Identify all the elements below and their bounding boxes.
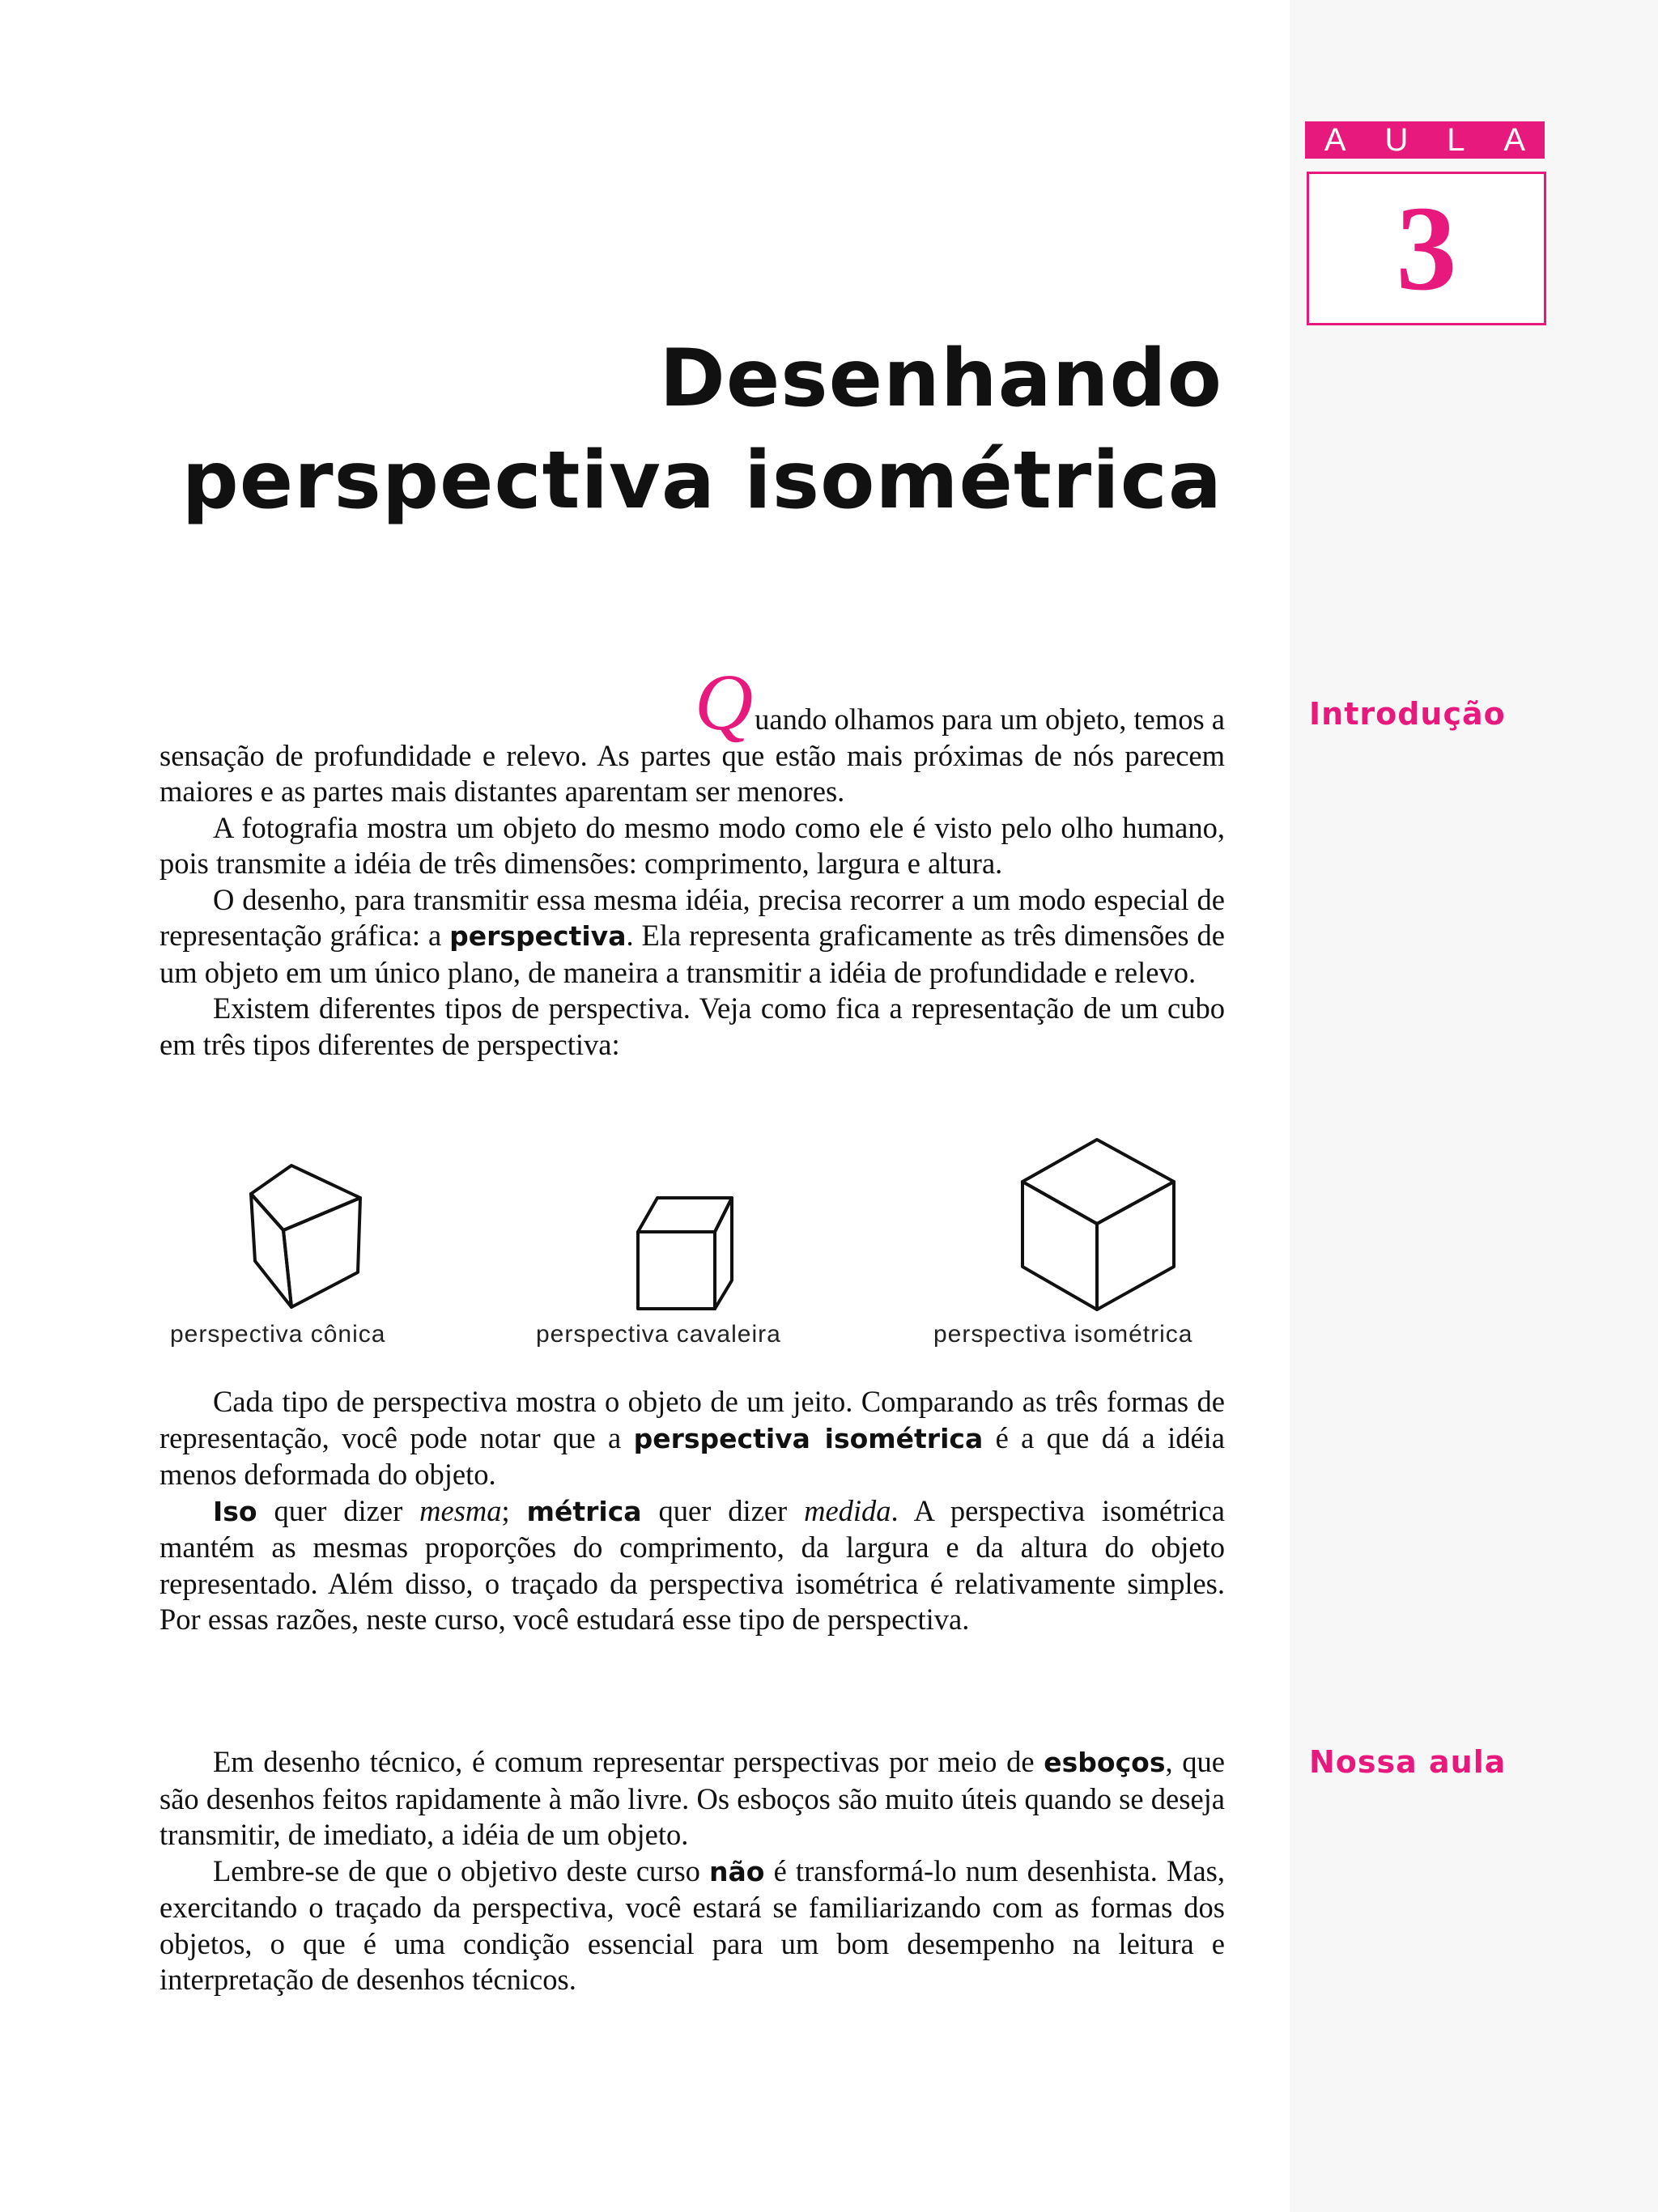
bold-term: métrica [526, 1495, 642, 1527]
drop-cap: Q [694, 657, 754, 747]
paragraph-text: Cada tipo de perspectiva mostra o objeto de um jeito. Comparando as três formas de representação, você pode notar que a [159, 1385, 1225, 1454]
aula-number-box [1307, 172, 1546, 325]
paragraph-text: Existem diferentes tipos de perspectiva. Veja como fica a representação de um cubo em três tipos diferentes de perspectiva: [159, 991, 1225, 1061]
paragraph-text: ; [501, 1493, 527, 1527]
title-line-1: Desenhando [659, 333, 1222, 425]
paragraph [159, 1384, 1225, 1493]
paragraph [159, 882, 1225, 991]
paragraph-text: O desenho, para transmitir essa mesma idéia, precisa recorrer a um modo especial de representação gráfica: a [159, 882, 1225, 952]
paragraph [159, 1744, 1225, 1853]
paragraph-text: Em desenho técnico, é comum representar perspectivas por meio de [213, 1745, 1044, 1778]
bold-term: perspectiva isométrica [633, 1422, 984, 1454]
paragraph [159, 738, 1225, 810]
paragraph-text: A fotografia mostra um objeto do mesmo modo como ele é visto pelo olho humano, pois transmite a idéia de três dimensões: comprimento, largura e altura. [159, 810, 1225, 880]
paragraph-text: , que são desenhos feitos rapidamente à mão livre. Os esboços são muito úteis quando se deseja transmitir, de imediato, a idéia de um objeto. [159, 1745, 1226, 1851]
bold-term: não [709, 1855, 765, 1887]
nossa-aula-text [159, 1744, 1225, 1998]
paragraph-text: uando olhamos para um objeto, temos a [755, 703, 1225, 736]
paragraph [159, 1493, 1225, 1638]
aula-header [1305, 121, 1545, 159]
paragraph-text: . A perspectiva isométrica mantém as mesmas proporções do comprimento, da largura e da altura do objeto representado. Além disso, o traçado da perspectiva isométrica é relativamente simples. Por essas razões, neste curso, você estudará esse tipo de perspectiva. [159, 1493, 1225, 1636]
section-heading-introducao: Introdução [1309, 696, 1506, 732]
caption-conica: perspectiva cônica [170, 1321, 386, 1348]
intro-text [159, 657, 1225, 1063]
paragraph-text: sensação de profundidade e relevo. As partes que estão mais próximas de nós parecem maiores e as partes mais distantes aparentam ser menores. [159, 738, 1225, 808]
sidebar-background [1290, 0, 1658, 2212]
cube-right-face [283, 1198, 360, 1307]
paragraph-text: Lembre-se de que o objetivo deste curso [213, 1853, 710, 1887]
cube-top-face [1022, 1140, 1174, 1224]
section-heading-nossa-aula: Nossa aula [1309, 1744, 1507, 1780]
paragraph-text: quer dizer [257, 1493, 420, 1527]
cube-side-face [715, 1198, 732, 1309]
paragraph-text: é a que dá a idéia menos deformada do objeto. [159, 1420, 1226, 1491]
cube-isometrica-figure [1016, 1133, 1182, 1315]
cube-conica-figure [235, 1157, 380, 1315]
aula-letter: L [1447, 122, 1465, 158]
title-line-2: perspectiva isométrica [181, 435, 1222, 527]
aula-letter: U [1384, 122, 1409, 158]
paragraph [159, 810, 1225, 882]
paragraph [159, 991, 1225, 1063]
italic-term: medida [804, 1493, 891, 1527]
bold-term: perspectiva [449, 920, 627, 952]
caption-cavaleira: perspectiva cavaleira [536, 1321, 781, 1348]
bold-term: Iso [213, 1495, 257, 1527]
paragraph-text: . Ela representa graficamente as três dimensões de um objeto em um único plano, de maneira a transmitir a idéia de profundidade e relevo. [159, 919, 1225, 989]
caption-isometrica: perspectiva isométrica [933, 1321, 1193, 1348]
paragraph [159, 657, 1225, 747]
comparison-text [159, 1384, 1225, 1638]
page-title [89, 328, 1222, 532]
cube-front-face [638, 1232, 715, 1309]
aula-letter: A [1324, 122, 1346, 158]
paragraph-text: quer dizer [641, 1493, 805, 1527]
paragraph [159, 1853, 1225, 1998]
bold-term: esboços [1044, 1747, 1166, 1778]
paragraph-text: é transformá-lo num desenhista. Mas, exercitando o traçado da perspectiva, você estará se familiarizando com as formas dos objetos, o que é uma condição essencial para um bom desempenho na leitura e interpretação de desenhos técnicos. [159, 1853, 1225, 1996]
italic-term: mesma [419, 1493, 502, 1527]
cube-cavaleira-figure [631, 1191, 737, 1313]
aula-number: 3 [1396, 181, 1457, 316]
aula-letter: A [1503, 122, 1526, 158]
cube-right-face [1097, 1182, 1174, 1310]
cube-left-face [1022, 1182, 1097, 1310]
